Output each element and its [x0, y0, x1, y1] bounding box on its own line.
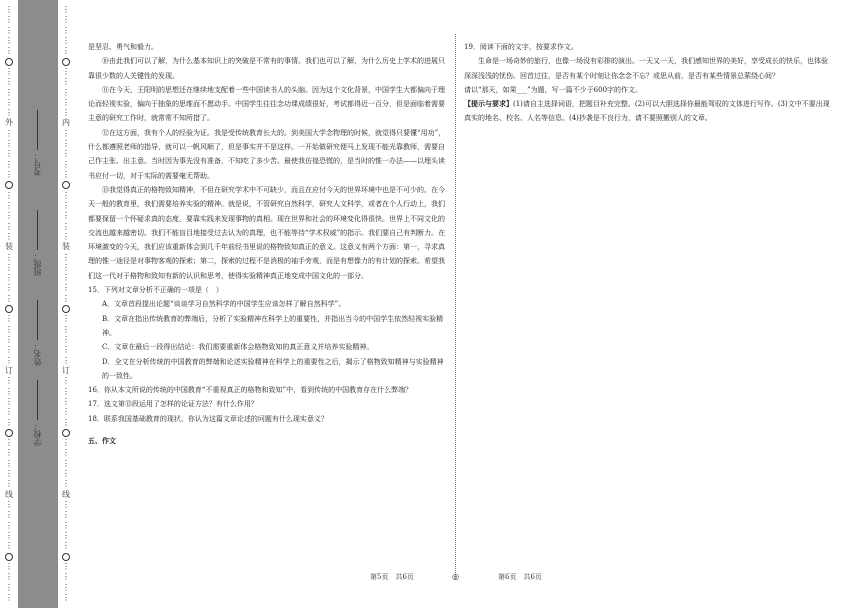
dotted-segment: ⋮ — [62, 139, 70, 149]
essay-prompt: 请以“那天，如果___”为题，写一篇不少于600字的作文。 — [464, 85, 643, 94]
student-field[interactable] — [32, 380, 48, 446]
dotted-segment: ⋮ — [62, 417, 70, 427]
passage-paragraph: ⑪在今天，王阳明的思想还在继续地支配着一些中国读书人的头脑。因为这个文化背景，中国学生大都偏向于理论而轻视实验，偏向于抽象的思维而不愿动手。中国学生往往念功课成绩很好，考试都得近一百分，但是面临着需要主意的研究工作时，就常常不知所措了。 — [88, 85, 445, 123]
answer-option: D．全文在分析传统的中国教育的弊端和论述实验精神在科学上的重要性之后，揭示了格物致知精神与实验精神的一致性。 — [102, 357, 444, 380]
binding-circle — [62, 181, 70, 189]
question-stem: 17．选文第⑬段运用了怎样的论证方法？有什么作用？ — [88, 400, 258, 409]
dotted-segment: ⋮ — [62, 77, 70, 87]
dotted-segment: ⋮ — [62, 510, 70, 520]
dotted-segment: ⋮ — [5, 97, 13, 107]
student-info-fields — [24, 40, 52, 560]
dotted-segment: ⋮ — [62, 448, 70, 458]
dotted-segment: ⋮ — [5, 149, 13, 159]
binding-circle — [62, 58, 70, 66]
dotted-segment: ⋮ — [62, 500, 70, 509]
field-underline[interactable] — [38, 380, 39, 420]
page-number-right: 第6页 共6页 — [498, 573, 542, 581]
dotted-segment: ⋮ — [62, 530, 70, 540]
dotted-segment: ⋮ — [5, 159, 13, 169]
dotted-segment: ⋮ — [5, 458, 13, 468]
question-stem: 15．下列对文章分析不正确的一项是（ ） — [88, 286, 223, 295]
passage-paragraph: ⑫在这方面，我有个人的经验为证。我是受传统教育长大的。到美国大学念物理的时候，就觉得只要懂“用功”，什么都遵照老师的指导，就可以一帆风顺了，但是事实并不是这样。一开始做研究便马上发现不能光靠教师，需要自己作主张、出主意。当时因为事先没有准备，不知吃了多少苦。最使我彷徨恐慌的，是当时的惟一办法——以埋头读书应付一切，对于实际的需要毫无帮助。 — [88, 128, 446, 180]
dotted-segment: ⋮ — [62, 355, 70, 365]
dotted-segment: ⋮ — [62, 541, 70, 551]
dotted-segment: ⋮ — [5, 500, 13, 509]
binding-mark: 外 — [5, 118, 13, 128]
tips-label: 【提示与要求】 — [464, 99, 513, 109]
dotted-segment: ⋮ — [5, 25, 13, 35]
binding-mark: 线 — [5, 489, 13, 499]
question-stem: 16．你从本文所说的传统的中国教育“不重视真正的格物和致知”中，看到传统的中国教育存在什么弊端？ — [88, 386, 413, 395]
dotted-segment: ⋮ — [5, 87, 13, 97]
dotted-segment: ⋮ — [5, 510, 13, 520]
dotted-segment: ⋮ — [5, 273, 13, 283]
dotted-segment: ⋮ — [5, 200, 13, 210]
answer-option: B．文章在指出传统教育的弊端后，分析了实验精神在科学上的重要性，并指出当今的中国学生依然轻视实验精神。 — [102, 314, 444, 337]
dotted-segment: ⋮ — [62, 159, 70, 169]
right-column — [464, 40, 834, 126]
dotted-segment: ⋮ — [62, 262, 70, 272]
dotted-segment: ⋮ — [5, 541, 13, 551]
dotted-segment: ⋮ — [5, 355, 13, 365]
question-list — [88, 283, 448, 426]
field-underline[interactable] — [38, 210, 39, 250]
dotted-segment: ⋮ — [62, 5, 70, 14]
dotted-segment: ⋮ — [5, 324, 13, 334]
dotted-segment: ⋮ — [5, 231, 13, 241]
dotted-segment: ⋮ — [62, 108, 70, 118]
dotted-segment: ⋮ — [62, 582, 70, 592]
binding-circle — [5, 429, 13, 437]
dotted-segment: ⋮ — [62, 314, 70, 324]
dotted-segment: ⋮ — [5, 35, 13, 45]
passage-paragraph: 是坚忍、勇气和毅力。 — [88, 43, 158, 51]
dotted-segment: ⋮ — [5, 396, 13, 406]
dotted-segment: ⋮ — [62, 396, 70, 406]
dotted-segment: ⋮ — [62, 324, 70, 334]
dotted-segment: ⋮ — [62, 35, 70, 45]
field-label: 姓名： — [33, 342, 42, 366]
dotted-segment: ⋮ — [62, 283, 70, 293]
dotted-segment: ⋮ — [62, 438, 70, 448]
dotted-segment: ⋮ — [5, 335, 13, 344]
dotted-segment: ⋮ — [62, 376, 70, 386]
column-divider — [455, 34, 456, 579]
dotted-segment: ⋮ — [62, 128, 70, 138]
dotted-segment: ⋮ — [62, 46, 70, 56]
binding-mark: 线 — [62, 489, 70, 499]
dotted-segment: ⋮ — [62, 469, 70, 479]
dotted-segment: ⋮ — [62, 200, 70, 210]
field-label: 班级： — [33, 252, 42, 276]
dotted-segment: ⋮ — [62, 407, 70, 417]
dotted-segment: ⋮ — [62, 345, 70, 355]
dotted-segment: ⋮ — [5, 128, 13, 138]
dotted-segment: ⋮ — [5, 190, 13, 200]
binding-circle — [62, 429, 70, 437]
dotted-segment: ⋮ — [62, 561, 70, 571]
dotted-segment: ⋮ — [5, 438, 13, 448]
dotted-segment: ⋮ — [62, 221, 70, 231]
dotted-segment: ⋮ — [5, 407, 13, 417]
dotted-segment: ⋮ — [5, 262, 13, 272]
essay-tips — [464, 97, 834, 126]
dotted-segment: ⋮ — [62, 252, 70, 262]
question-stem: 18．联系我国基础教育的现状，你认为这篇文章论述的问题有什么现实意义？ — [88, 414, 328, 423]
dotted-segment: ⋮ — [5, 211, 13, 221]
binding-circle — [62, 553, 70, 561]
answer-option: A．文章首段提出论题“谈谈学习自然科学的中国学生应该怎样了解自然科学”。 — [102, 300, 346, 309]
binding-mark: 订 — [5, 365, 13, 375]
dotted-segment: ⋮ — [62, 273, 70, 283]
dotted-segment: ⋮ — [5, 572, 13, 582]
dotted-segment: ⋮ — [62, 479, 70, 489]
dotted-segment: ⋮ — [5, 592, 13, 602]
dotted-segment: ⋮ — [5, 469, 13, 479]
dotted-segment: ⋮ — [5, 417, 13, 427]
student-field[interactable] — [32, 110, 48, 176]
essay-passage: 生命是一场奇妙的旅行，也像一场没有彩排的演出。一天又一天，我们感知世界的美好，享受成长的快乐，也体验深深浅浅的忧伤。回首过往，是否有某个时刻让你念念不忘？或思从前，是否有某些情景总萦绕心间？ — [464, 57, 828, 80]
binding-circle — [5, 553, 13, 561]
dotted-segment: ⋮ — [62, 15, 70, 25]
left-column — [88, 40, 448, 448]
dotted-segment: ⋮ — [62, 190, 70, 200]
dotted-segment: ⋮ — [62, 520, 70, 530]
dotted-segment: ⋮ — [5, 46, 13, 56]
binding-circle — [5, 58, 13, 66]
binding-circle — [62, 305, 70, 313]
dotted-segment: ⋮ — [5, 530, 13, 540]
binding-mark: 装 — [62, 242, 70, 252]
dotted-segment: ⋮ — [5, 376, 13, 386]
center-mark: ◎ — [452, 572, 459, 581]
dotted-segment: ⋮ — [5, 139, 13, 149]
dotted-segment: ⋮ — [62, 592, 70, 602]
dotted-segment: ⋮ — [62, 293, 70, 303]
dotted-segment: ⋮ — [62, 87, 70, 97]
dotted-segment: ⋮ — [5, 77, 13, 87]
student-field[interactable] — [32, 300, 48, 366]
dotted-segment: ⋮ — [5, 479, 13, 489]
dotted-segment: ⋮ — [62, 170, 70, 179]
dotted-segment: ⋮ — [5, 293, 13, 303]
dotted-segment: ⋮ — [5, 252, 13, 262]
dotted-segment: ⋮ — [5, 283, 13, 293]
binding-circle — [5, 305, 13, 313]
student-field[interactable] — [32, 210, 48, 276]
field-underline[interactable] — [38, 110, 39, 150]
section-title: 五、作文 — [88, 436, 116, 446]
dotted-segment: ⋮ — [62, 25, 70, 35]
binding-mark: 订 — [62, 365, 70, 375]
dotted-segment: ⋮ — [5, 5, 13, 14]
field-underline[interactable] — [38, 300, 39, 340]
dotted-segment: ⋮ — [5, 15, 13, 25]
dotted-segment: ⋮ — [5, 520, 13, 530]
dotted-segment: ⋮ — [5, 386, 13, 396]
dotted-segment: ⋮ — [62, 458, 70, 468]
binding-strip — [0, 0, 84, 608]
passage-paragraph: ⑩由此我们可以了解，为什么基本知识上的突破是不常有的事情。我们也可以了解，为什么历史上学术的进展只靠很少数的人关键性的发现。 — [88, 57, 445, 80]
binding-mark: 内 — [62, 118, 70, 128]
dotted-segment: ⋮ — [5, 221, 13, 231]
dotted-segment: ⋮ — [62, 335, 70, 344]
inner-binding-line — [60, 6, 72, 602]
dotted-segment: ⋮ — [5, 170, 13, 179]
outer-binding-line — [3, 6, 15, 602]
dotted-segment: ⋮ — [5, 582, 13, 592]
answer-option: C．文章在最后一段得出结论：我们需要重新体会格物致知的真正意义并培养实验精神。 — [102, 343, 374, 352]
essay-question-stem: 19．阅读下面的文字，按要求作文。 — [464, 43, 578, 51]
dotted-segment: ⋮ — [62, 386, 70, 396]
dotted-segment: ⋮ — [62, 149, 70, 159]
dotted-segment: ⋮ — [62, 97, 70, 107]
dotted-segment: ⋮ — [5, 314, 13, 324]
dotted-segment: ⋮ — [5, 345, 13, 355]
dotted-segment: ⋮ — [62, 211, 70, 221]
dotted-segment: ⋮ — [5, 108, 13, 118]
dotted-segment: ⋮ — [62, 231, 70, 241]
dotted-segment: ⋮ — [62, 66, 70, 76]
passage-paragraph: ⑬我觉得真正的格物致知精神，不但在研究学术中不可缺少，而且在应付今天的世界环境中也是不可少的。在今天一般的教育里，我们需要培养实验的精神。就是说，不管研究自然科学，研究人文科学，或者在个人行动上，我们都要保留一个怀疑求真的态度，要靠实践来发现事物的真相。现在世界和社会的环境变化得很快。世界上不同文化的交流也越来越密切。我们不能盲目地接受过去认为的真理，也不能等待“学术权威”的指示。我们要自己有判断力。在环境激变的今天，我们应该重新体会到几千年前经书里说的格物致知真正的意义。这意义有两个方面：第一，寻求真理的惟一途径是对事物客观的探索；第二，探索的过程不是消极的袖手旁观，而是有想像力的有计划的探索。希望我们这一代对于格物和致知有新的认识和思考，使得实验精神真正地变成中国文化的一部分。 — [88, 185, 446, 280]
dotted-segment: ⋮ — [62, 572, 70, 582]
tips-text: (1)请自主选择词语，把题目补充完整。(2)可以大胆选择你最能驾驭的文体进行写作。(3)文中不要出现真实的地名、校名、人名等信息。(4)抄袭是不良行为，请不要照搬别人的文章。 — [464, 100, 830, 123]
dotted-segment: ⋮ — [5, 448, 13, 458]
reading-passage — [88, 40, 448, 283]
dotted-segment: ⋮ — [5, 561, 13, 571]
field-label: 学校： — [33, 422, 42, 446]
binding-circle — [5, 181, 13, 189]
dotted-segment: ⋮ — [5, 66, 13, 76]
binding-mark: 装 — [5, 242, 13, 252]
field-label: 考号： — [33, 152, 42, 176]
page-number-left: 第5页 共6页 — [370, 573, 414, 581]
